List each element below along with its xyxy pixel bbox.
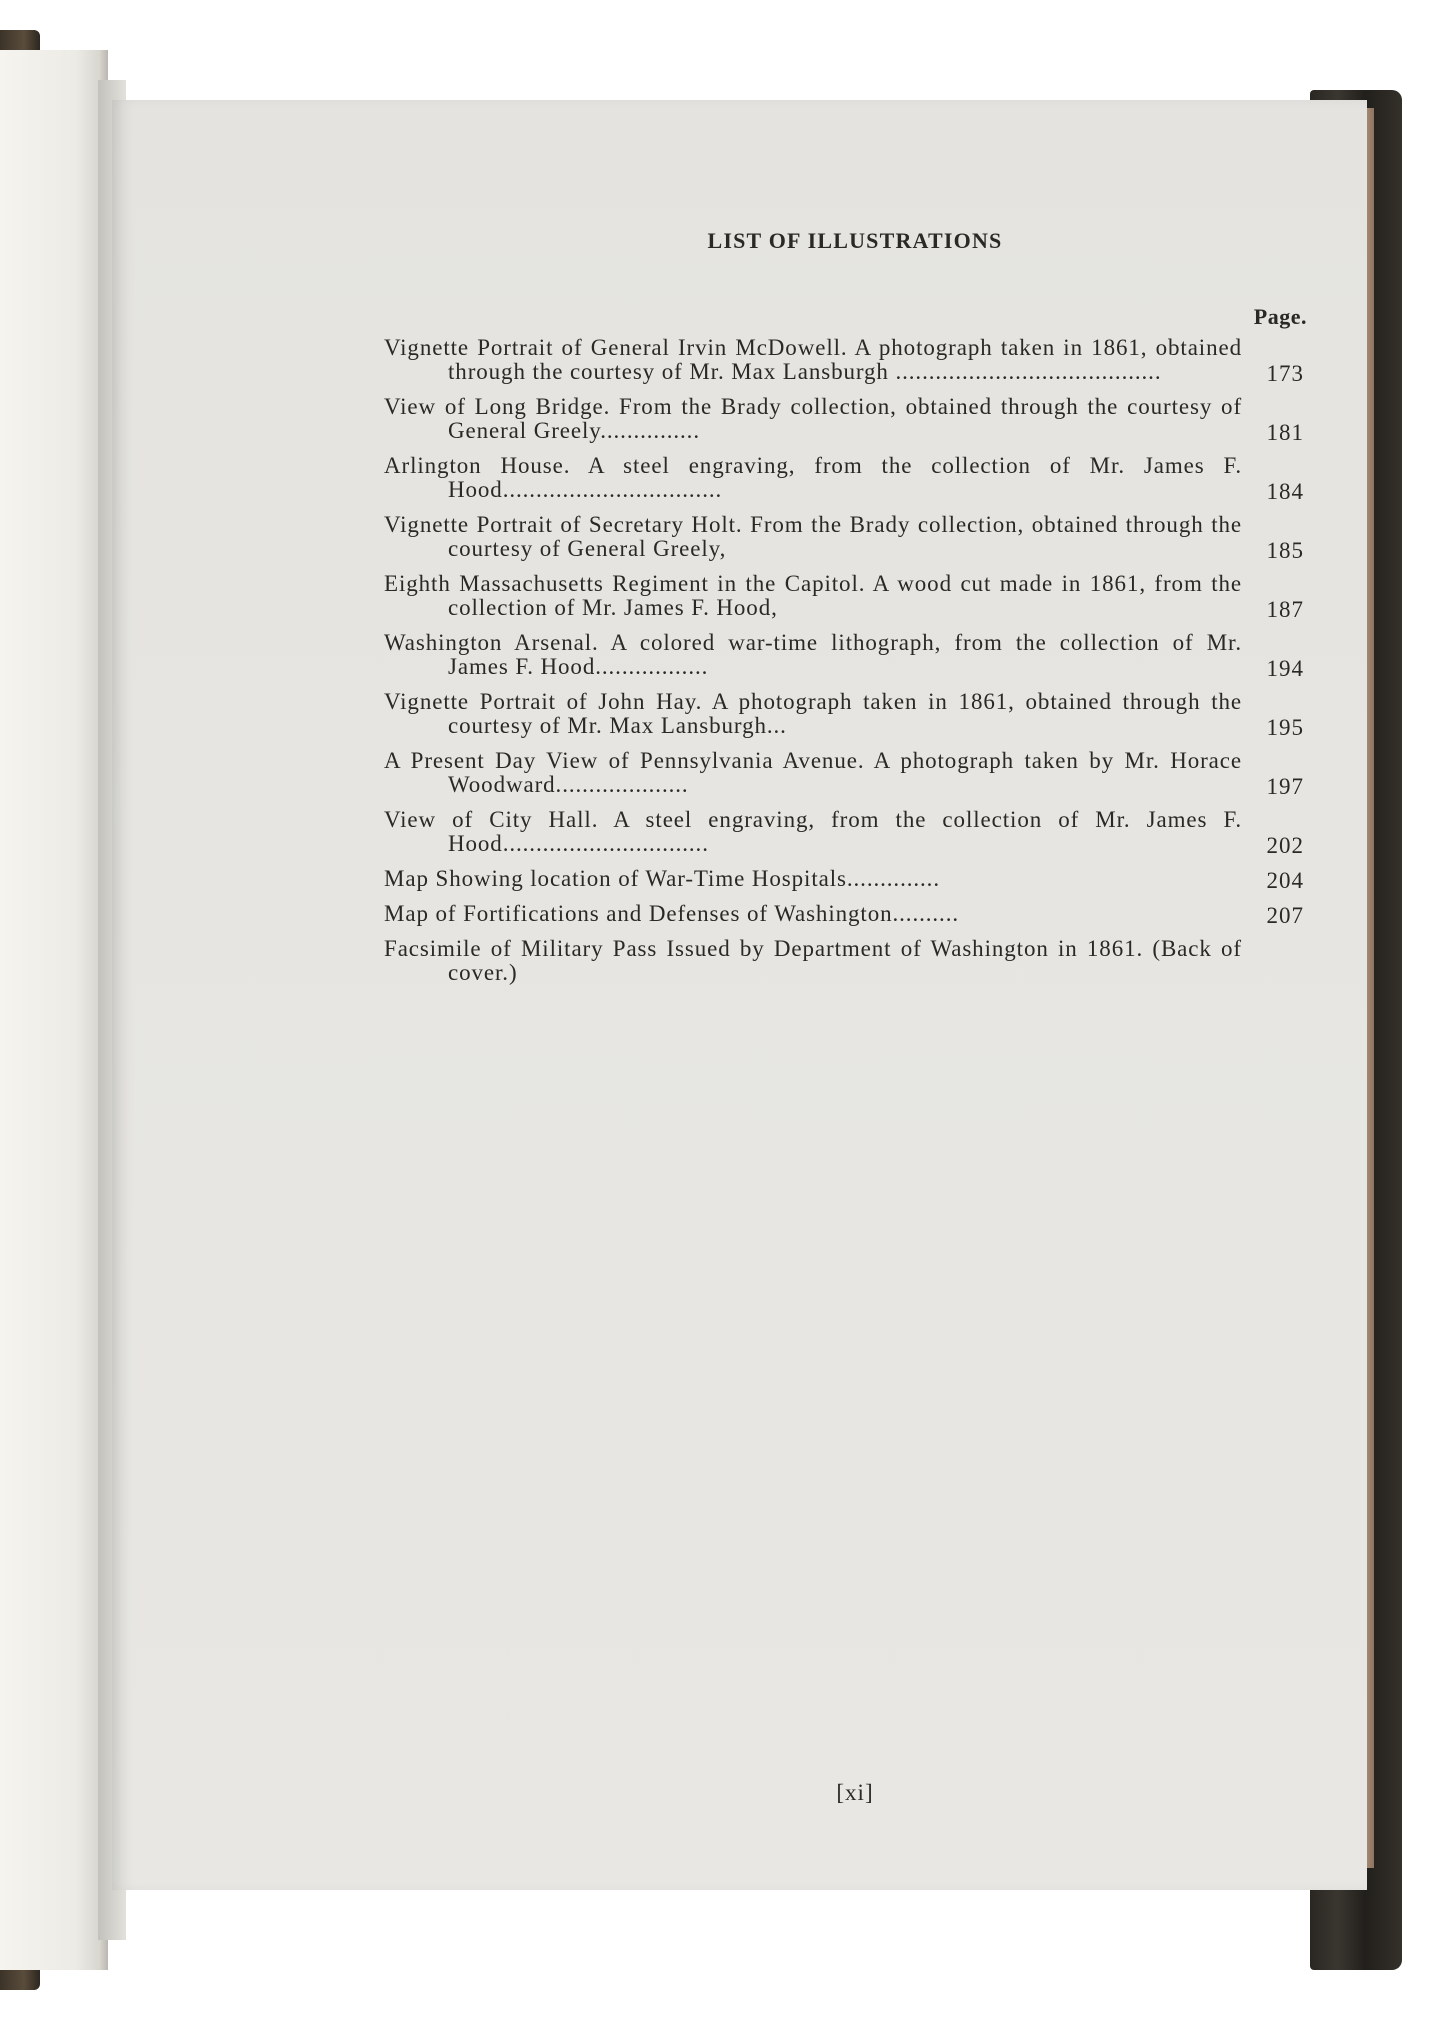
entry-page-number: 197: [1266, 774, 1304, 799]
entry-text: View of Long Bridge. From the Brady collection, obtained through the courtesy of General Greely...............: [384, 394, 1242, 443]
entry-text: Arlington House. A steel engraving, from the collection of Mr. James F. Hood.................................: [384, 453, 1242, 502]
list-item: [384, 749, 1304, 797]
facing-page: [0, 50, 108, 1970]
entry-page-number: 194: [1266, 656, 1304, 681]
entry-page-number: 204: [1266, 868, 1304, 893]
entry-text: Vignette Portrait of Secretary Holt. From the Brady collection, obtained through the courtesy of General Greely,: [384, 512, 1242, 561]
entry-text: Map Showing location of War-Time Hospitals..............: [384, 866, 940, 891]
list-item: [384, 395, 1304, 443]
list-item: [384, 336, 1304, 384]
entry-text: Washington Arsenal. A colored war-time lithograph, from the collection of Mr. James F. Hood.................: [384, 630, 1242, 679]
entry-page-number: 187: [1266, 597, 1304, 622]
entry-page-number: 185: [1266, 538, 1304, 563]
folio-page-number: [xi]: [836, 1780, 874, 1805]
entry-text: A Present Day View of Pennsylvania Avenue. A photograph taken by Mr. Horace Woodward....................: [384, 748, 1242, 797]
book-page: [112, 100, 1367, 1890]
list-item: [384, 690, 1304, 738]
entry-text: Vignette Portrait of General Irvin McDowell. A photograph taken in 1861, obtained through the courtesy of Mr. Max Lansburgh ........................................: [384, 335, 1242, 384]
entry-page-number: 184: [1266, 479, 1304, 504]
list-item: [384, 867, 1304, 891]
list-item: [384, 454, 1304, 502]
page-heading: LIST OF ILLUSTRATIONS: [707, 228, 1003, 253]
list-item: [384, 937, 1304, 985]
entry-page-number: 195: [1266, 715, 1304, 740]
page-column-label: Page.: [1253, 304, 1307, 329]
illustration-list: [384, 336, 1304, 996]
entry-page-number: 181: [1266, 420, 1304, 445]
entry-text: Map of Fortifications and Defenses of Washington..........: [384, 901, 960, 926]
entry-text: Facsimile of Military Pass Issued by Department of Washington in 1861. (Back of cover.): [384, 936, 1242, 985]
entry-page-number: 202: [1266, 833, 1304, 858]
list-item: [384, 808, 1304, 856]
entry-text: Eighth Massachusetts Regiment in the Capitol. A wood cut made in 1861, from the collection of Mr. James F. Hood,: [384, 571, 1242, 620]
entry-text: Vignette Portrait of John Hay. A photograph taken in 1861, obtained through the courtesy of Mr. Max Lansburgh...: [384, 689, 1242, 738]
list-item: [384, 572, 1304, 620]
entry-page-number: 173: [1266, 361, 1304, 386]
entry-text: View of City Hall. A steel engraving, from the collection of Mr. James F. Hood...............................: [384, 807, 1242, 856]
list-item: [384, 513, 1304, 561]
list-item: [384, 631, 1304, 679]
list-item: [384, 902, 1304, 926]
entry-page-number: 207: [1266, 903, 1304, 928]
